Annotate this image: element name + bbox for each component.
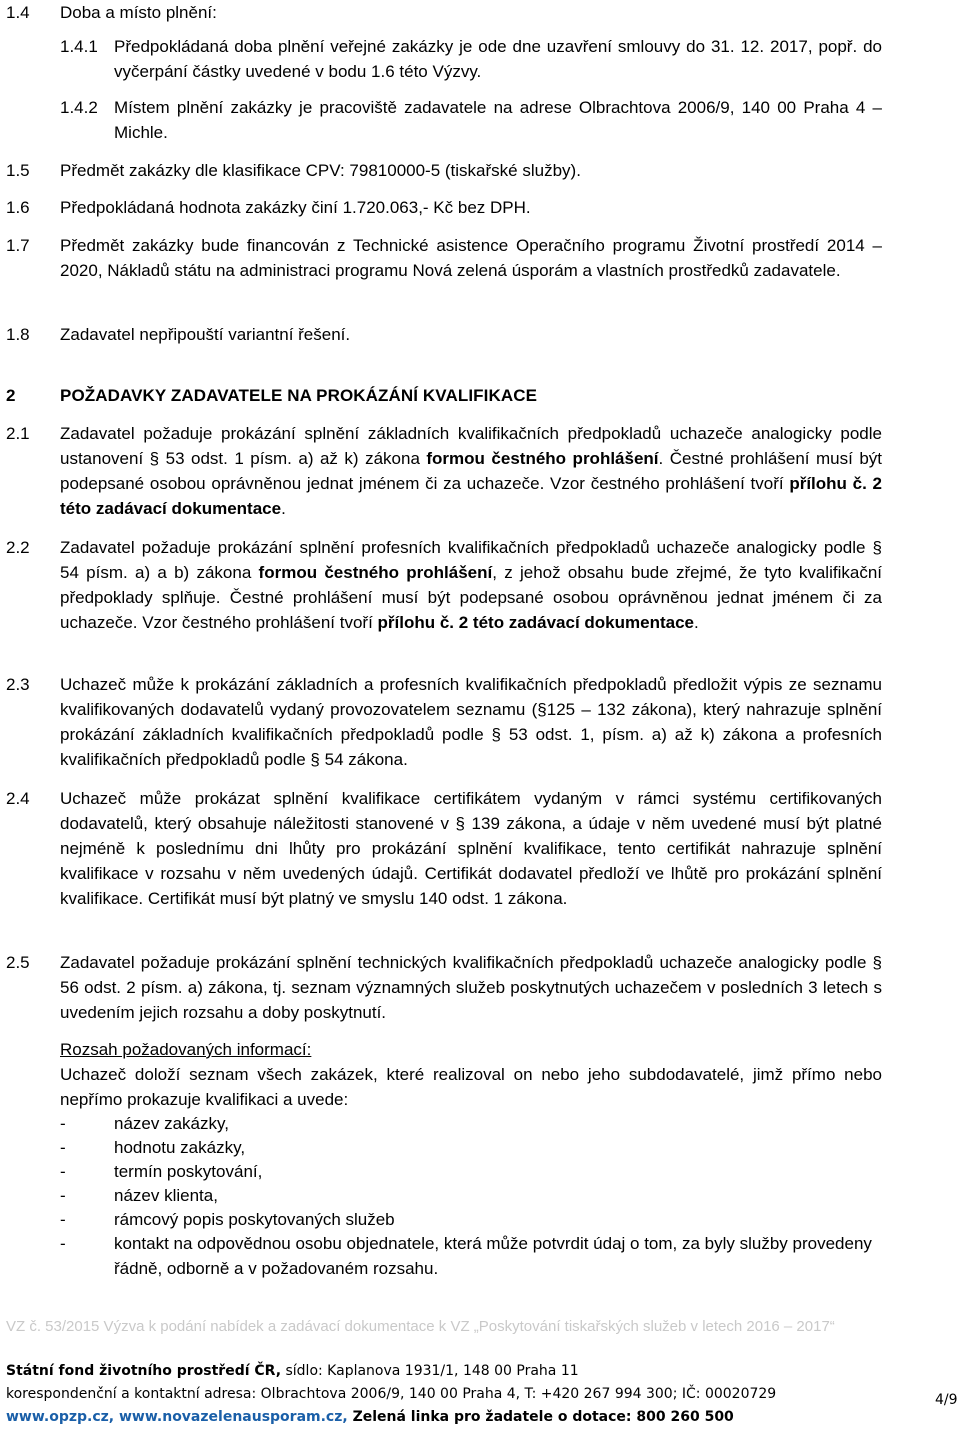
bullet-dash: - <box>60 1138 66 1157</box>
section-number: 2.2 <box>6 538 30 557</box>
chapter-number: 2 <box>6 386 16 405</box>
footer-document-title: VZ č. 53/2015 Výzva k podání nabídek a zadávací dokumentace k VZ „Poskytování tiskařských služeb v letech 2016 – 2017“ <box>6 1318 835 1335</box>
page-number: 4/9 <box>935 1392 958 1408</box>
bullet-dash: - <box>60 1210 66 1229</box>
footer-links <box>6 1406 734 1428</box>
section-text: Předpokládaná doba plnění veřejné zakázky je ode dne uzavření smlouvy do 31. 12. 2017, popř. do vyčerpání částky uvedené v bodu 1.6 této Výzvy. <box>114 37 882 81</box>
section-number: 1.4.2 <box>60 98 98 117</box>
text-run: . <box>281 499 286 518</box>
organization-seat: sídlo: Kaplanova 1931/1, 148 00 Praha 11 <box>281 1363 579 1379</box>
bold-text: přílohu č. 2 této zadávací dokumentace <box>60 474 882 518</box>
section-text: Předmět zakázky bude financován z Technické asistence Operačního programu Životní prostředí 2014 – 2020, Nákladů státu na administraci programu Nová zelená úsporám a vlastních prostředků zadavatele. <box>60 236 882 280</box>
scope-heading <box>60 1037 882 1062</box>
list-item-text: termín poskytování, <box>114 1162 263 1181</box>
section-text: Uchazeč může k prokázání základních a profesních kvalifikačních předpokladů předložit výpis ze seznamu kvalifikovaných dodavatelů vydaný provozovatelem seznamu (§125 – 132 zákona), který nahrazuje splnění prokázání základních kvalifikačních předpokladů podle § 53 odst. 1, písm. a) až k) zákona a profesních kvalifikačních předpokladů podle § 54 zákona. <box>60 675 882 769</box>
section-number: 1.4.1 <box>60 37 98 56</box>
bold-text: formou čestného prohlášení <box>258 563 493 582</box>
section-text <box>60 535 882 635</box>
section-number: 1.8 <box>6 325 30 344</box>
section-text: Zadavatel nepřipouští variantní řešení. <box>60 325 351 344</box>
list-item-text: rámcový popis poskytovaných služeb <box>114 1210 395 1229</box>
bullet-dash: - <box>60 1162 66 1181</box>
section-number: 2.1 <box>6 424 30 443</box>
chapter-heading <box>6 383 537 408</box>
list-item-text: název zakázky, <box>114 1114 229 1133</box>
bullet-dash: - <box>60 1114 66 1133</box>
organization-name: Státní fond životního prostředí ČR, <box>6 1363 282 1379</box>
bullet-dash: - <box>60 1186 66 1205</box>
text-run: , z jehož obsahu bude zřejmé, že tyto kvalifikační předpoklady splňuje. Čestné prohlášení musí být podepsané osobou oprávněnou jednat jménem či za uchazeče. Vzor čestného prohlášení tvoří <box>60 563 882 632</box>
section-number: 1.5 <box>6 161 30 180</box>
text-run: . <box>694 613 699 632</box>
list-item-text: kontakt na odpovědnou osobu objednatele, která může potvrdit údaj o tom, za byly služby provedeny řádně, odborně a v požadovaném rozsahu. <box>114 1234 872 1278</box>
section-text: Uchazeč může prokázat splnění kvalifikace certifikátem vydaným v rámci systému certifikovaných dodavatelů, který obsahuje náležitosti stanovené v § 139 zákona, a údaje v něm uvedené musí být platné nejméně k poslednímu dni lhůty pro prokázání splnění kvalifikace, tento certifikát nahrazuje splnění kvalifikace v rozsahu v něm uvedených údajů. Certifikát dodavatel předloží ve lhůtě pro prokázání splnění kvalifikace. Certifikát musí být platný ve smyslu 140 odst. 1 zákona. <box>60 789 882 908</box>
underlined-heading: Rozsah požadovaných informací: <box>60 1040 312 1059</box>
section-number: 2.4 <box>6 789 30 808</box>
bold-text: formou čestného prohlášení <box>426 449 659 468</box>
section-number: 2.5 <box>6 953 30 972</box>
hotline-text: Zelená linka pro žadatele o dotace: 800 260 500 <box>352 1409 734 1425</box>
link-opzp[interactable]: www.opzp.cz, <box>6 1409 115 1425</box>
section-text: Místem plnění zakázky je pracoviště zadavatele na adrese Olbrachtova 2006/9, 140 00 Praha 4 – Michle. <box>114 98 882 142</box>
section-text <box>60 421 882 521</box>
section-number: 1.6 <box>6 198 30 217</box>
bullet-dash: - <box>60 1234 66 1253</box>
section-text: Předmět zakázky dle klasifikace CPV: 79810000-5 (tiskařské služby). <box>60 161 581 180</box>
section-number: 1.4 <box>6 3 30 22</box>
bold-text: přílohu č. 2 této zadávací dokumentace <box>377 613 694 632</box>
scope-intro: Uchazeč doloží seznam všech zakázek, které realizoval on nebo jeho subdodavatelé, jimž přímo nebo nepřímo prokazuje kvalifikaci a uvede: <box>60 1065 882 1109</box>
section-text: Doba a místo plnění: <box>60 3 217 22</box>
link-novazelenausporam[interactable]: www.novazelenausporam.cz, <box>119 1409 348 1425</box>
text-run: . Čestné prohlášení musí být podepsané osobou oprávněnou jednat jménem či za uchazeče. Vzor čestného prohlášení tvoří <box>60 449 882 493</box>
section-number: 2.3 <box>6 675 30 694</box>
text-run: Zadavatel požaduje prokázání splnění profesních kvalifikačních předpokladů uchazeče analogicky podle § 54 písm. a) a b) zákona <box>60 538 882 582</box>
text-run: Zadavatel požaduje prokázání splnění základních kvalifikačních předpokladů uchazeče analogicky podle ustanovení § 53 odst. 1 písm. a) až k) zákona <box>60 424 882 468</box>
section-number: 1.7 <box>6 236 30 255</box>
footer-contact-address: korespondenční a kontaktní adresa: Olbrachtova 2006/9, 140 00 Praha 4, T: +420 267 994 300; IČ: 00020729 <box>6 1386 777 1402</box>
section-text: Předpokládaná hodnota zakázky činí 1.720.063,- Kč bez DPH. <box>60 198 531 217</box>
footer-organization <box>6 1360 579 1382</box>
section-text: Zadavatel požaduje prokázání splnění technických kvalifikačních předpokladů uchazeče analogicky podle § 56 odst. 2 písm. a) zákona, tj. seznam významných služeb poskytnutých uchazečem v posledních 3 letech s uvedením jejich rozsahu a doby poskytnutí. <box>60 953 882 1022</box>
list-item-text: název klienta, <box>114 1186 218 1205</box>
list-item-text: hodnotu zakázky, <box>114 1138 246 1157</box>
chapter-title: POŽADAVKY ZADAVATELE NA PROKÁZÁNÍ KVALIFIKACE <box>60 386 538 405</box>
